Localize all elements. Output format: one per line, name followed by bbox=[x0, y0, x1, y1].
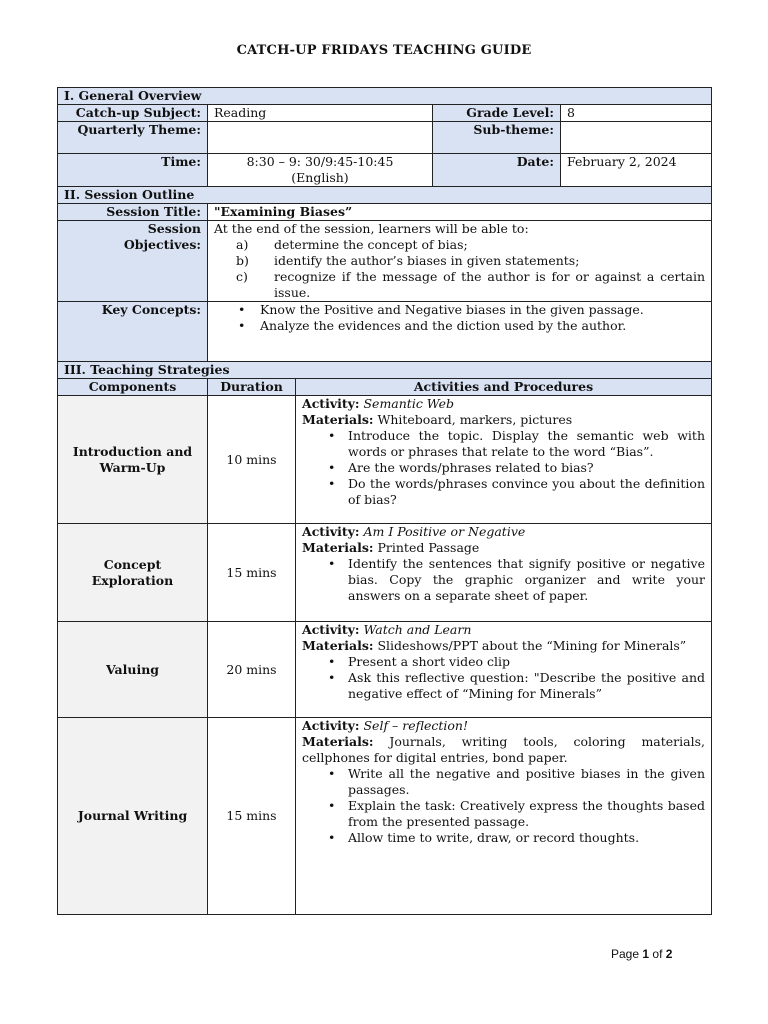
procedure-list bbox=[302, 766, 705, 846]
key-concept-item: • Analyze the evidences and the diction used by the author. bbox=[214, 318, 705, 334]
strategy-row bbox=[58, 524, 712, 622]
activity-label: Activity: bbox=[302, 524, 360, 539]
key-concept-item: • Know the Positive and Negative biases in the given passage. bbox=[214, 302, 705, 318]
objective-text: determine the concept of bias; bbox=[274, 237, 468, 252]
activity-line bbox=[302, 622, 705, 638]
document-title: CATCH-UP FRIDAYS TEACHING GUIDE bbox=[236, 43, 532, 58]
objectives-label-line-2: Objectives: bbox=[123, 237, 201, 252]
duration-cell: 15 mins bbox=[208, 718, 296, 915]
of-word: of bbox=[652, 947, 663, 961]
activities-cell bbox=[296, 396, 712, 524]
subtheme-label: Sub-theme: bbox=[433, 122, 561, 154]
activity-label: Activity: bbox=[302, 622, 360, 637]
materials-label: Materials: bbox=[302, 540, 374, 555]
activities-cell bbox=[296, 524, 712, 622]
procedure-item: • Introduce the topic. Display the semantic web with words or phrases that relate to the word “Bias”. bbox=[302, 428, 705, 460]
activities-cell bbox=[296, 622, 712, 718]
procedure-item: • Do the words/phrases convince you about the definition of bias? bbox=[302, 476, 705, 508]
objective-marker: b) bbox=[236, 253, 249, 268]
activity-name: Self – reflection! bbox=[363, 718, 468, 733]
section-strategies-heading: III. Teaching Strategies bbox=[58, 362, 712, 379]
section-outline-heading: II. Session Outline bbox=[58, 187, 712, 204]
objective-text: identify the author’s biases in given statements; bbox=[274, 253, 580, 268]
key-concepts-cell bbox=[208, 302, 712, 368]
materials-line bbox=[302, 412, 705, 428]
theme-label: Quarterly Theme: bbox=[58, 122, 208, 154]
grade-label: Grade Level: bbox=[433, 105, 561, 122]
page-word: Page bbox=[611, 947, 640, 961]
materials-text: Whiteboard, markers, pictures bbox=[377, 412, 573, 427]
objectives-label-line-1: Session bbox=[147, 221, 201, 236]
procedure-item: • Are the words/phrases related to bias? bbox=[302, 460, 705, 476]
duration-cell: 20 mins bbox=[208, 622, 296, 718]
duration-cell: 10 mins bbox=[208, 396, 296, 524]
materials-text: Printed Passage bbox=[377, 540, 480, 555]
materials-line bbox=[302, 734, 705, 766]
materials-label: Materials: bbox=[302, 412, 374, 427]
materials-label: Materials: bbox=[302, 734, 374, 749]
procedure-list bbox=[302, 428, 705, 508]
overview-table bbox=[57, 87, 712, 368]
component-cell: Journal Writing bbox=[58, 718, 208, 915]
objective-item bbox=[214, 269, 705, 301]
activity-label: Activity: bbox=[302, 396, 360, 411]
procedure-item: • Explain the task: Creatively express the thoughts based from the presented passage. bbox=[302, 798, 705, 830]
materials-label: Materials: bbox=[302, 638, 374, 653]
procedure-item: • Ask this reflective question: "Describe the positive and negative effect of “Mining for Minerals” bbox=[302, 670, 705, 702]
materials-text: Slideshows/PPT about the “Mining for Minerals” bbox=[377, 638, 687, 653]
strategy-row bbox=[58, 718, 712, 915]
subject-label: Catch-up Subject: bbox=[58, 105, 208, 122]
activity-name: Watch and Learn bbox=[363, 622, 472, 637]
activity-line bbox=[302, 396, 705, 412]
theme-value bbox=[208, 122, 433, 154]
key-concepts-list bbox=[214, 302, 705, 334]
objective-item bbox=[214, 253, 705, 269]
time-value bbox=[208, 154, 433, 187]
materials-line bbox=[302, 638, 705, 654]
session-title-label: Session Title: bbox=[58, 204, 208, 221]
objective-item bbox=[214, 237, 705, 253]
objectives-cell bbox=[208, 221, 712, 302]
objectives-label bbox=[58, 221, 208, 302]
objective-text: recognize if the message of the author is for or against a certain issue. bbox=[274, 269, 706, 300]
component-cell: Valuing bbox=[58, 622, 208, 718]
column-header-components: Components bbox=[58, 379, 208, 396]
procedure-item: • Allow time to write, draw, or record thoughts. bbox=[302, 830, 705, 846]
subtheme-value bbox=[561, 122, 712, 154]
duration-cell: 15 mins bbox=[208, 524, 296, 622]
activities-cell bbox=[296, 718, 712, 915]
objectives-list bbox=[214, 237, 705, 301]
activity-name: Am I Positive or Negative bbox=[363, 524, 526, 539]
strategy-row bbox=[58, 622, 712, 718]
page-current: 1 bbox=[642, 947, 650, 961]
page-number bbox=[611, 947, 672, 961]
materials-text: Journals, writing tools, coloring materials, cellphones for digital entries, bond paper. bbox=[302, 734, 705, 765]
date-value: February 2, 2024 bbox=[561, 154, 712, 187]
activity-line bbox=[302, 718, 705, 734]
column-header-activities: Activities and Procedures bbox=[296, 379, 712, 396]
strategies-table bbox=[57, 361, 712, 915]
strategy-row bbox=[58, 396, 712, 524]
column-header-duration: Duration bbox=[208, 379, 296, 396]
session-title-value: "Examining Biases” bbox=[208, 204, 712, 221]
activity-label: Activity: bbox=[302, 718, 360, 733]
date-label: Date: bbox=[433, 154, 561, 187]
time-line-1: 8:30 – 9: 30/9:45-10:45 bbox=[246, 154, 394, 169]
time-line-2: (English) bbox=[291, 170, 349, 185]
component-cell: Introduction and Warm-Up bbox=[58, 396, 208, 524]
component-cell: Concept Exploration bbox=[58, 524, 208, 622]
activity-name: Semantic Web bbox=[363, 396, 455, 411]
key-concepts-label: Key Concepts: bbox=[58, 302, 208, 368]
objectives-intro: At the end of the session, learners will be able to: bbox=[214, 221, 529, 236]
procedure-item: • Present a short video clip bbox=[302, 654, 705, 670]
procedure-list bbox=[302, 556, 705, 604]
page-total: 2 bbox=[665, 947, 673, 961]
section-general-heading: I. General Overview bbox=[58, 88, 712, 105]
grade-value: 8 bbox=[561, 105, 712, 122]
objective-marker: a) bbox=[236, 237, 249, 252]
objective-marker: c) bbox=[236, 269, 248, 284]
procedure-item: • Identify the sentences that signify positive or negative bias. Copy the graphic organizer and write your answers on a separate sheet of paper. bbox=[302, 556, 705, 604]
materials-line bbox=[302, 540, 705, 556]
procedure-item: • Write all the negative and positive biases in the given passages. bbox=[302, 766, 705, 798]
procedure-list bbox=[302, 654, 705, 702]
activity-line bbox=[302, 524, 705, 540]
subject-value: Reading bbox=[208, 105, 433, 122]
time-label: Time: bbox=[58, 154, 208, 187]
